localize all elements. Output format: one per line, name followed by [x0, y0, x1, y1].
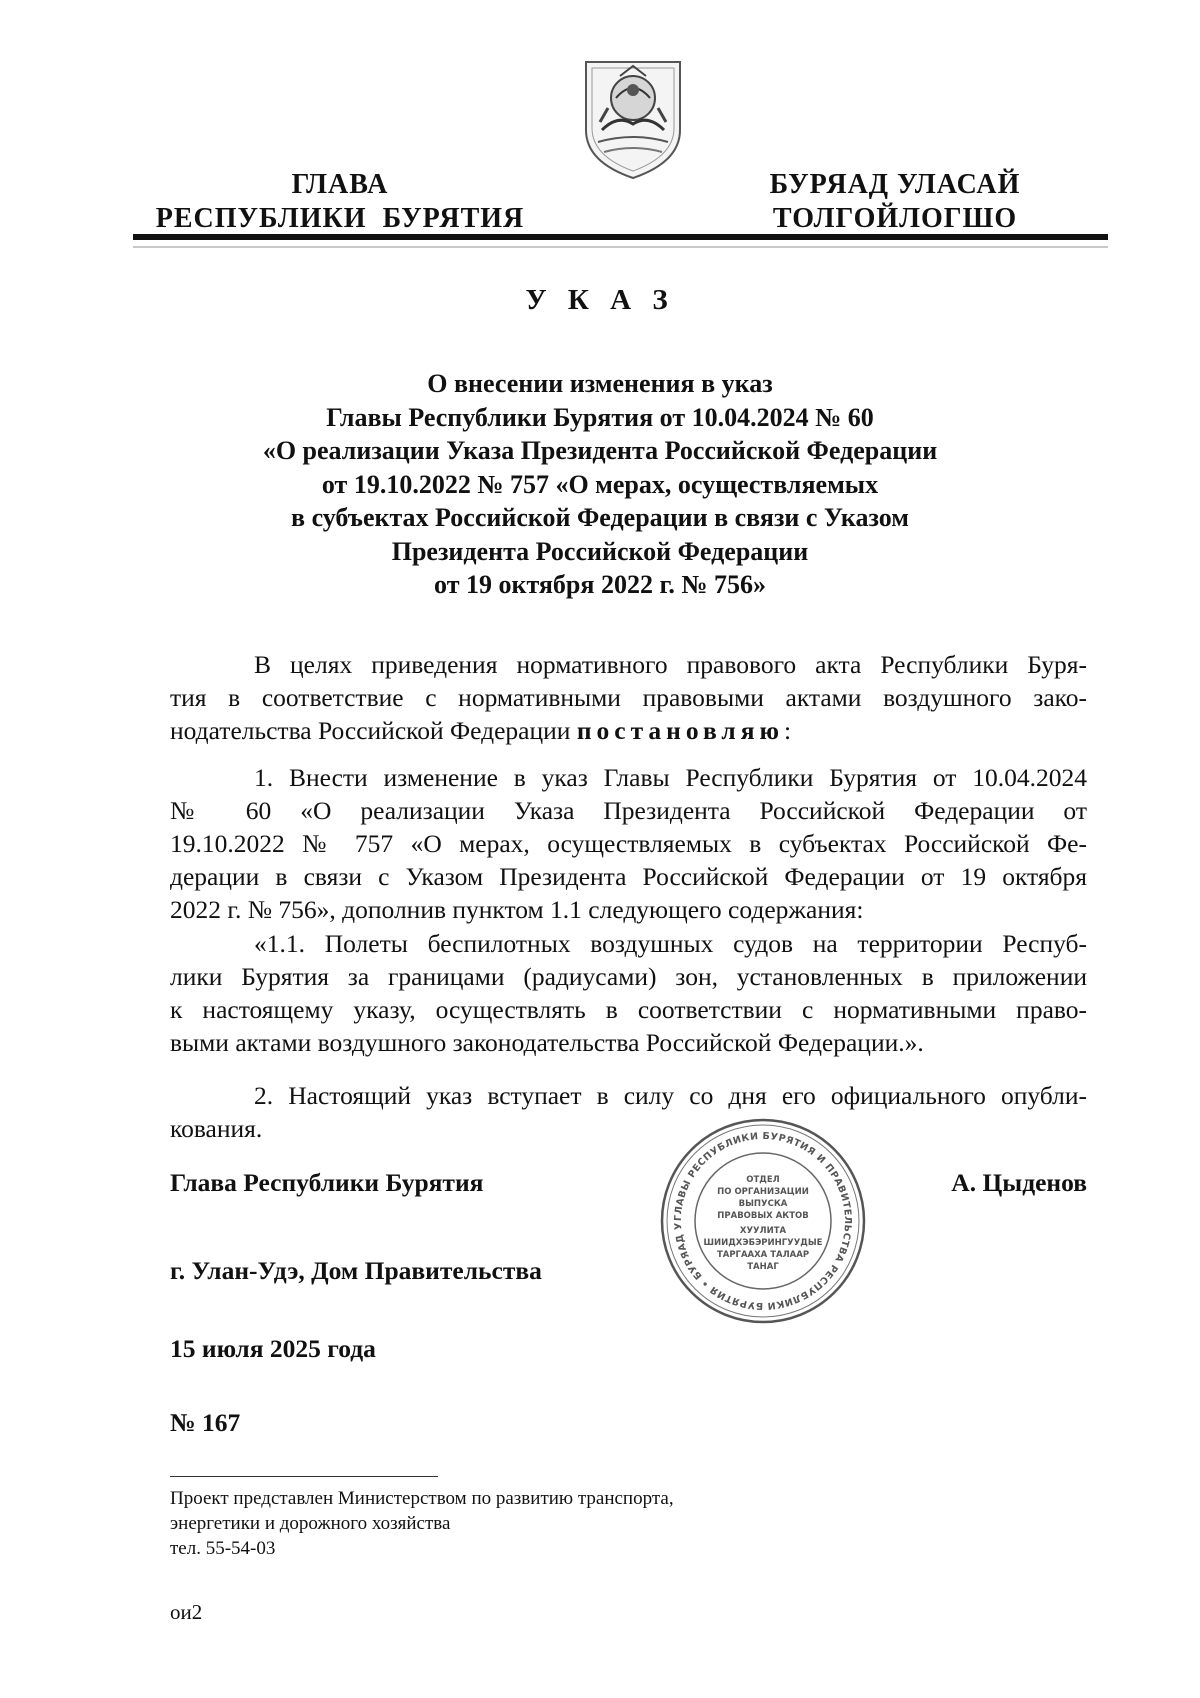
- footnote-line: энергетики и дорожного хозяйства: [170, 1513, 451, 1534]
- text-line: 1. Внести изменение в указ Главы Республики Бурятия от 10.04.2024: [254, 763, 1087, 792]
- text-line: лики Бурятия за границами (радиусами) зон, установленных в приложении: [170, 962, 1087, 991]
- signatory-title: Глава Республики Бурятия: [170, 1168, 484, 1197]
- header-left-line2: РЕСПУБЛИКИ БУРЯТИЯ: [155, 203, 525, 234]
- footnote-divider: [170, 1476, 438, 1477]
- text-fragment: :: [784, 716, 792, 745]
- seal-center-line: ПО ОРГАНИЗАЦИИ: [717, 1187, 809, 1197]
- title-line: от 19.10.2022 № 757 «О мерах, осуществляемых: [321, 469, 879, 499]
- text-line: «1.1. Полеты беспилотных воздушных судов на территории Респуб-: [254, 929, 1087, 958]
- title-line: Президента Российской Федерации: [391, 536, 809, 566]
- header-right-line2: ТОЛГОЙЛОГШО: [772, 203, 1018, 234]
- title-line: от 19 октября 2022 г. № 756»: [434, 570, 766, 599]
- text-line: кования.: [170, 1114, 263, 1143]
- decree-keyword: постановляю: [576, 716, 785, 745]
- seal-center-line: ТАНАГ: [747, 1262, 779, 1272]
- header-right-line1: БУРЯАД УЛАСАЙ: [769, 169, 1021, 200]
- header-right: [740, 168, 1050, 236]
- title-line: О внесении изменения в указ: [427, 369, 773, 398]
- decree-number: № 167: [170, 1408, 241, 1437]
- text-line: 2. Настоящий указ вступает в силу со дня его официального опубли-: [254, 1081, 1087, 1110]
- header-left-line1: ГЛАВА: [291, 169, 389, 200]
- text-fragment: нодательства Российской Федерации: [170, 716, 577, 745]
- footnote: [170, 1486, 674, 1561]
- clause-2-paragraph: [170, 1079, 1087, 1145]
- issue-place: г. Улан-Удэ, Дом Правительства: [170, 1256, 542, 1285]
- title-line: в субъектах Российской Федерации в связи с Указом: [291, 503, 909, 532]
- seal-ring-text: ГЛАВЫ РЕСПУБЛИКИ БУРЯТИЯ И ПРАВИТЕЛЬСТВА РЕСПУБЛИКИ БУРЯТИЯ • БУРЯАД У: [672, 1130, 854, 1312]
- document-type: У К А З: [525, 284, 675, 316]
- text-line: [170, 714, 1087, 747]
- seal-center-line: ТАРГААХА ТАЛААР: [716, 1250, 810, 1260]
- text-line: 19.10.2022 № 757 «О мерах, осуществляемых в субъектах Российской Фе-: [170, 829, 1087, 858]
- seal-center-line: ОТДЕЛ: [746, 1175, 780, 1185]
- text-line: тия в соответствие с нормативными правовыми актами воздушного зако-: [170, 683, 1087, 712]
- issue-date: 15 июля 2025 года: [170, 1334, 376, 1363]
- footnote-line: Проект представлен Министерством по развитию транспорта,: [170, 1488, 674, 1509]
- header-divider-thin: [133, 246, 1108, 248]
- text-line: 2022 г. № 756», дополнив пунктом 1.1 следующего содержания:: [170, 895, 864, 924]
- text-line: к настоящему указу, осуществлять в соответствии с нормативными право-: [170, 995, 1087, 1024]
- header-divider: [133, 234, 1108, 240]
- document-title: [170, 367, 1030, 602]
- preamble-paragraph: [170, 648, 1087, 747]
- title-line: «О реализации Указа Президента Российской Федерации: [262, 436, 938, 465]
- footnote-line: тел. 55-54-03: [170, 1538, 276, 1559]
- seal-center-line: ХУУЛИТА: [739, 1226, 787, 1236]
- signatory-name: А. Цыденов: [951, 1168, 1087, 1197]
- clause-1-paragraph: [170, 761, 1087, 926]
- clause-1-1-paragraph: [170, 927, 1087, 1059]
- document-code: ои2: [170, 1600, 203, 1624]
- header-left: [150, 168, 530, 236]
- title-line: Главы Республики Бурятия от 10.04.2024 № 60: [326, 402, 874, 432]
- text-line: В целях приведения нормативного правового акта Республики Буря-: [254, 650, 1087, 679]
- coat-of-arms-icon: [578, 58, 688, 182]
- seal-center-line: ПРАВОВЫХ АКТОВ: [717, 1211, 809, 1221]
- text-line: дерации в связи с Указом Президента Российской Федерации от 19 октября: [170, 862, 1087, 891]
- seal-center-line: ШИИДХЭБЭРИНГУУДЫЕ: [703, 1238, 823, 1248]
- official-seal-icon: [658, 1116, 868, 1326]
- text-line: выми актами воздушного законодательства Российской Федерации.».: [170, 1028, 924, 1057]
- seal-center-line: ВЫПУСКА: [738, 1199, 788, 1209]
- text-line: № 60 «О реализации Указа Президента Российской Федерации от: [170, 796, 1087, 825]
